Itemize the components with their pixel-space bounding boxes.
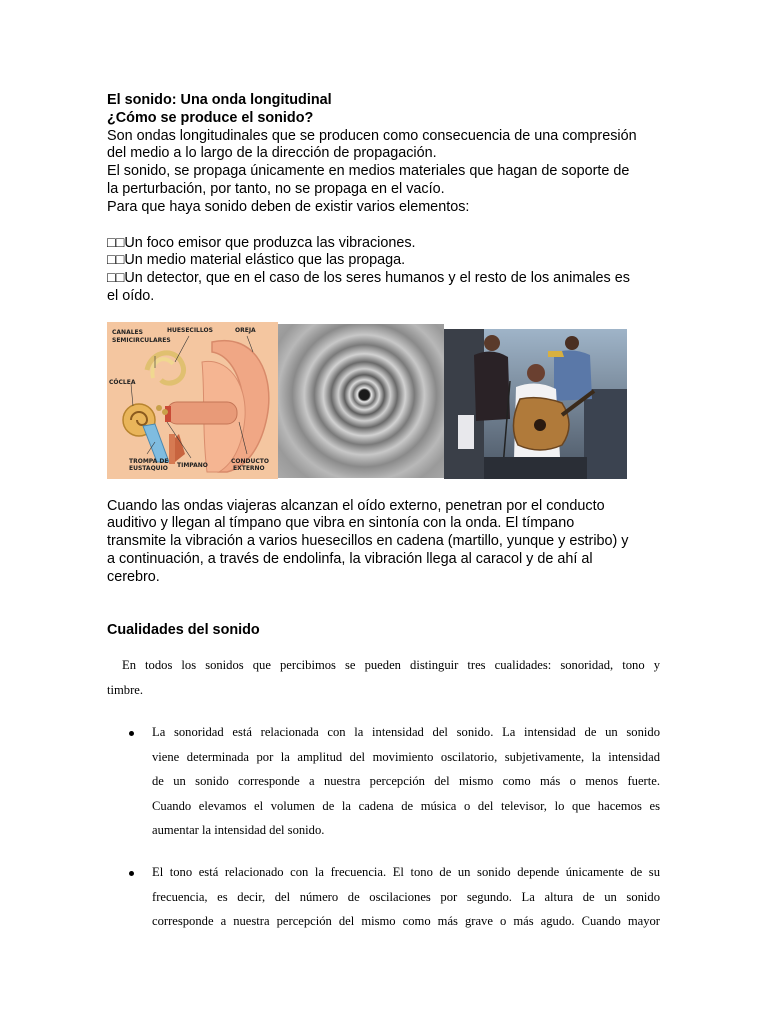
concert-photo-art	[444, 329, 627, 479]
element-item: □□Un medio material elástico que las propaga.	[107, 252, 406, 269]
box-glyph-icon: □□	[107, 270, 125, 287]
label-conducto-2: EXTERNO	[233, 465, 265, 472]
water-ripple-image	[278, 324, 444, 478]
label-coclea: CÓCLEA	[109, 379, 136, 386]
label-timpano: TIMPANO	[177, 462, 208, 469]
item-line: aumentar la intensidad del sonido.	[152, 823, 325, 837]
body-line: transmite la vibración a varios huesecillos en cadena (martillo, yunque y estribo) y	[107, 533, 629, 550]
item-line: Cuando elevamos el volumen de la cadena de música o del televisor, lo que hacemos es	[152, 798, 660, 813]
doc-question: ¿Cómo se produce el sonido?	[107, 109, 314, 126]
ear-diagram-art	[107, 322, 278, 479]
ear-diagram-image	[107, 322, 278, 479]
intro-line: la perturbación, por tanto, no se propaga en el vacío.	[107, 181, 445, 197]
label-conducto-1: CONDUCTO	[231, 458, 269, 465]
intro-line: del medio a lo largo de la dirección de propagación.	[107, 145, 437, 162]
box-glyph-icon: □□	[107, 234, 125, 251]
box-glyph-icon: □□	[107, 252, 125, 269]
label-canales: CANALES	[112, 329, 143, 336]
item-line: corresponde a nuestra percepción del mismo como más grave o más agudo. Cuando mayor	[152, 914, 660, 928]
body-line: Cuando las ondas viajeras alcanzan el oído externo, penetran por el conducto	[107, 497, 605, 514]
item-line: La sonoridad está relacionada con la intensidad del sonido. La intensidad de un sonido	[152, 725, 660, 739]
body-line: auditivo y llegan al tímpano que vibra en sintonía con la onda. El tímpano	[107, 515, 575, 532]
intro-line: El sonido, se propaga únicamente en medios materiales que hagan de soporte de	[107, 163, 630, 180]
section-intro-line: timbre.	[107, 683, 144, 697]
label-huesecillos: HUESECILLOS	[167, 327, 213, 334]
label-trompa-2: EUSTAQUIO	[129, 465, 168, 472]
item-line: viene determinada por la amplitud del movimiento oscilatorio, subjetivamente, la intensidad	[152, 749, 660, 764]
item-line: de un sonido corresponde a nuestra percepción del mismo como más o menos fuerte.	[152, 774, 660, 788]
intro-line: Son ondas longitudinales que se producen como consecuencia de una compresión	[107, 127, 637, 144]
element-item: □□Un detector, que en el caso de los seres humanos y el resto de los animales es	[107, 270, 630, 287]
section-intro-line: En todos los sonidos que percibimos se pueden distinguir tres cualidades: sonoridad, tono y	[122, 658, 660, 672]
doc-title: El sonido: Una onda longitudinal	[107, 92, 332, 108]
body-line: cerebro.	[107, 568, 160, 585]
label-semicirculares: SEMICIRCULARES	[112, 337, 171, 344]
item-line: El tono está relacionado con la frecuencia. El tono de un sonido depende únicamente de su	[152, 865, 660, 879]
section-heading: Cualidades del sonido	[107, 622, 260, 638]
item-line: frecuencia, es decir, del número de oscilaciones por segundo. La altura de un sonido	[152, 889, 660, 904]
bullet-icon	[129, 871, 134, 876]
bullet-icon	[129, 731, 134, 736]
element-item: □□Un foco emisor que produzca las vibraciones.	[107, 234, 416, 251]
intro-line: Para que haya sonido deben de existir varios elementos:	[107, 198, 470, 215]
label-trompa-1: TROMPA DE	[129, 458, 169, 465]
concert-photo-image	[444, 329, 627, 479]
body-line: a continuación, a través de endolinfa, la vibración llega al caracol y de ahí al	[107, 550, 593, 567]
element-item-continuation: el oído.	[107, 287, 155, 304]
label-oreja: OREJA	[235, 327, 256, 334]
